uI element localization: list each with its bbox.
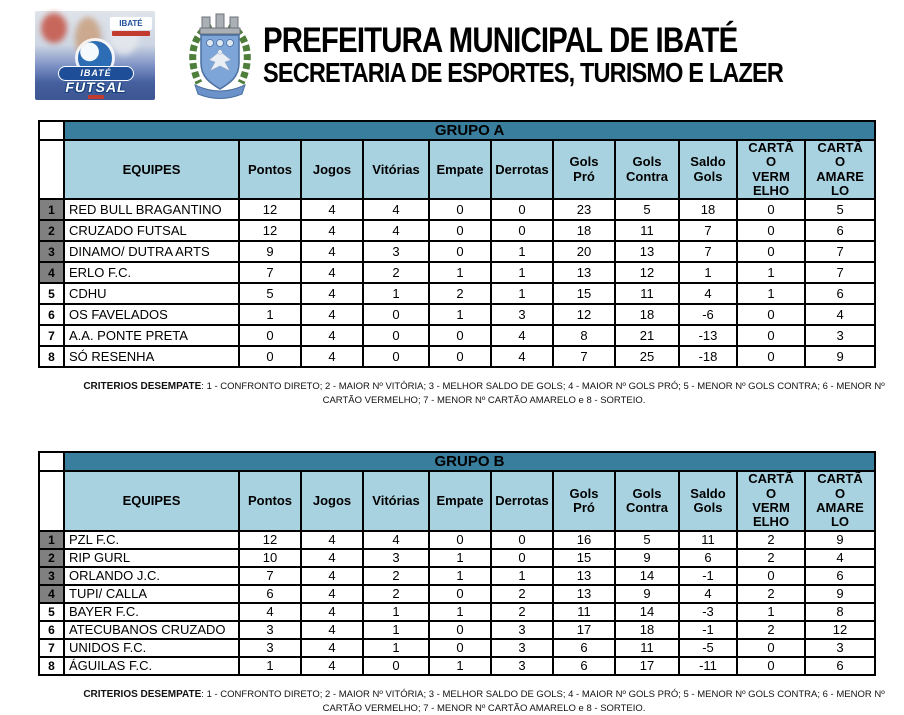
group-title-row <box>39 121 875 140</box>
col-header-gols-contra: Gols Contra <box>615 140 679 199</box>
col-header-equipes: EQUIPES <box>64 471 239 530</box>
group-title: GRUPO B <box>64 452 875 471</box>
stat-cell: 4 <box>301 283 363 304</box>
stat-cell: 6 <box>805 283 875 304</box>
stat-cell: 3 <box>491 639 553 657</box>
stat-cell: 9 <box>805 585 875 603</box>
stat-cell: 3 <box>239 621 301 639</box>
col-header-saldo-gols: Saldo Gols <box>679 471 737 530</box>
stat-cell: 0 <box>239 325 301 346</box>
stat-cell: 12 <box>239 220 301 241</box>
stat-cell: 15 <box>553 549 615 567</box>
table-row <box>39 241 875 262</box>
stat-cell: 5 <box>615 531 679 549</box>
stat-cell: 7 <box>679 241 737 262</box>
stat-cell: -11 <box>679 657 737 675</box>
stat-cell: 0 <box>737 304 805 325</box>
stat-cell: 7 <box>679 220 737 241</box>
stat-cell: 4 <box>301 549 363 567</box>
stat-cell: 1 <box>363 621 429 639</box>
stat-cell: 0 <box>737 657 805 675</box>
rank-cell: 8 <box>39 346 64 367</box>
table-row <box>39 567 875 585</box>
stat-cell: 7 <box>805 241 875 262</box>
stat-cell: 4 <box>301 567 363 585</box>
stat-cell: 1 <box>239 657 301 675</box>
stat-cell: 9 <box>615 585 679 603</box>
stat-cell: 0 <box>491 531 553 549</box>
stat-cell: 0 <box>737 199 805 220</box>
stat-cell: 18 <box>553 220 615 241</box>
stat-cell: 7 <box>239 567 301 585</box>
stat-cell: 1 <box>491 241 553 262</box>
criteria-label: CRITERIOS DESEMPATE <box>83 381 202 393</box>
stat-cell: 4 <box>301 657 363 675</box>
stat-cell: 3 <box>363 549 429 567</box>
stat-cell: 3 <box>491 621 553 639</box>
stat-cell: 2 <box>363 585 429 603</box>
rank-cell: 6 <box>39 304 64 325</box>
team-name-cell: CRUZADO FUTSAL <box>64 220 239 241</box>
criteria-text: : 1 - CONFRONTO DIRETO; 2 - MAIOR Nº VITÓRIA; 3 - MELHOR SALDO DE GOLS; 4 - MAIOR Nº GOLS PRÓ; 5 - MENOR Nº GOLS CONTRA; 6 - MENOR Nº CARTÃO VERMELHO; 7 - MENOR Nº CARTÃO AMARELO e 8 - SORTEIO. <box>201 688 885 714</box>
stat-cell: 0 <box>363 346 429 367</box>
team-name-cell: PZL F.C. <box>64 531 239 549</box>
ibate-futsal-logo <box>35 11 155 100</box>
stat-cell: 4 <box>301 585 363 603</box>
col-header-empate: Empate <box>429 471 491 530</box>
stat-cell: 0 <box>491 220 553 241</box>
stat-cell: 2 <box>491 603 553 621</box>
stat-cell: 14 <box>615 567 679 585</box>
rank-cell: 3 <box>39 241 64 262</box>
team-name-cell: ERLO F.C. <box>64 262 239 283</box>
col-header-pontos: Pontos <box>239 471 301 530</box>
stat-cell: 9 <box>805 531 875 549</box>
table-row <box>39 531 875 549</box>
stat-cell: 7 <box>805 262 875 283</box>
stat-cell: 0 <box>363 304 429 325</box>
stat-cell: -18 <box>679 346 737 367</box>
stat-cell: 4 <box>805 549 875 567</box>
page-title-line1: PREFEITURA MUNICIPAL DE IBATÉ <box>262 20 738 60</box>
stat-cell: 4 <box>301 304 363 325</box>
rank-cell: 4 <box>39 262 64 283</box>
col-header-cartao-vermelho: CARTÃO VERMELHO <box>737 140 805 199</box>
stat-cell: 9 <box>239 241 301 262</box>
stat-cell: 4 <box>301 262 363 283</box>
stat-cell: 0 <box>429 325 491 346</box>
col-header-gols-pro: Gols Pró <box>553 471 615 530</box>
group-title-row <box>39 452 875 471</box>
group-a-section <box>38 120 885 407</box>
tiebreak-criteria-b <box>64 688 904 715</box>
stat-cell: 16 <box>553 531 615 549</box>
col-header-saldo-gols: Saldo Gols <box>679 140 737 199</box>
stat-cell: 11 <box>615 283 679 304</box>
stat-cell: 4 <box>805 304 875 325</box>
stat-cell: 2 <box>363 262 429 283</box>
stat-cell: 15 <box>553 283 615 304</box>
page-header <box>35 8 882 102</box>
stat-cell: 2 <box>363 567 429 585</box>
stat-cell: 2 <box>737 621 805 639</box>
col-header-cartao-amarelo: CARTÃO AMARELO <box>805 140 875 199</box>
team-name-cell: A.A. PONTE PRETA <box>64 325 239 346</box>
stat-cell: 4 <box>301 531 363 549</box>
stat-cell: 4 <box>301 325 363 346</box>
stat-cell: 2 <box>429 283 491 304</box>
stat-cell: 18 <box>615 304 679 325</box>
stat-cell: 1 <box>737 262 805 283</box>
stat-cell: 17 <box>553 621 615 639</box>
team-name-cell: ORLANDO J.C. <box>64 567 239 585</box>
group-b-table <box>38 451 876 675</box>
rank-cell: 7 <box>39 325 64 346</box>
stat-cell: 0 <box>429 585 491 603</box>
col-header-gols-pro: Gols Pró <box>553 140 615 199</box>
stat-cell: 0 <box>429 241 491 262</box>
stat-cell: 12 <box>239 531 301 549</box>
stat-cell: 6 <box>805 567 875 585</box>
table-row <box>39 325 875 346</box>
table-row <box>39 262 875 283</box>
stat-cell: -6 <box>679 304 737 325</box>
stat-cell: 0 <box>491 199 553 220</box>
stat-cell: 1 <box>429 549 491 567</box>
table-row <box>39 304 875 325</box>
stat-cell: 4 <box>679 283 737 304</box>
stat-cell: 2 <box>737 531 805 549</box>
rank-cell: 1 <box>39 199 64 220</box>
stat-cell: 4 <box>301 621 363 639</box>
rank-cell: 4 <box>39 585 64 603</box>
rank-cell: 1 <box>39 531 64 549</box>
column-header-row <box>39 471 875 530</box>
stat-cell: 13 <box>553 585 615 603</box>
stat-cell: 1 <box>429 603 491 621</box>
team-name-cell: TUPI/ CALLA <box>64 585 239 603</box>
stat-cell: 25 <box>615 346 679 367</box>
stat-cell: 4 <box>301 199 363 220</box>
stat-cell: 8 <box>805 603 875 621</box>
stat-cell: 0 <box>491 549 553 567</box>
stat-cell: 23 <box>553 199 615 220</box>
stat-cell: 11 <box>615 639 679 657</box>
team-name-cell: RED BULL BRAGANTINO <box>64 199 239 220</box>
logo-photo-player-red <box>41 13 67 43</box>
stat-cell: 4 <box>363 220 429 241</box>
stat-cell: 12 <box>805 621 875 639</box>
stat-cell: 7 <box>553 346 615 367</box>
stat-cell: 1 <box>239 304 301 325</box>
col-header-cartao-vermelho: CARTÃO VERMELHO <box>737 471 805 530</box>
logo-badge-word: IBATÉ <box>59 67 133 80</box>
stat-cell: 4 <box>491 346 553 367</box>
criteria-label: CRITERIOS DESEMPATE <box>83 688 202 700</box>
stat-cell: 5 <box>239 283 301 304</box>
col-header-vitorias: Vitórias <box>363 140 429 199</box>
stat-cell: 3 <box>239 639 301 657</box>
stat-cell: 4 <box>679 585 737 603</box>
col-header-derrotas: Derrotas <box>491 471 553 530</box>
page-title <box>262 20 882 88</box>
logo-corner-red-strip <box>112 31 150 36</box>
stat-cell: 1 <box>491 283 553 304</box>
stat-cell: 4 <box>363 199 429 220</box>
team-name-cell: RIP GURL <box>64 549 239 567</box>
team-name-cell: UNIDOS F.C. <box>64 639 239 657</box>
stat-cell: 4 <box>301 241 363 262</box>
stat-cell: 0 <box>737 346 805 367</box>
stat-cell: 0 <box>429 199 491 220</box>
col-header-empate: Empate <box>429 140 491 199</box>
team-name-cell: OS FAVELADOS <box>64 304 239 325</box>
stat-cell: 1 <box>429 657 491 675</box>
ibate-coat-of-arms-icon <box>183 9 257 101</box>
stat-cell: 9 <box>805 346 875 367</box>
table-row <box>39 639 875 657</box>
stat-cell: 18 <box>679 199 737 220</box>
stat-cell: -13 <box>679 325 737 346</box>
stat-cell: 11 <box>679 531 737 549</box>
table-row <box>39 585 875 603</box>
rank-cell: 5 <box>39 283 64 304</box>
team-name-cell: ÁGUILAS F.C. <box>64 657 239 675</box>
stat-cell: 21 <box>615 325 679 346</box>
stat-cell: -1 <box>679 567 737 585</box>
stat-cell: 8 <box>553 325 615 346</box>
stat-cell: 4 <box>239 603 301 621</box>
stat-cell: 0 <box>737 567 805 585</box>
table-row <box>39 657 875 675</box>
stat-cell: 6 <box>553 639 615 657</box>
team-name-cell: ATECUBANOS CRUZADO <box>64 621 239 639</box>
rank-cell: 2 <box>39 549 64 567</box>
col-header-vitorias: Vitórias <box>363 471 429 530</box>
stat-cell: 2 <box>737 549 805 567</box>
stat-cell: 5 <box>615 199 679 220</box>
stat-cell: -3 <box>679 603 737 621</box>
table-row <box>39 283 875 304</box>
page-title-line2: SECRETARIA DE ESPORTES, TURISMO E LAZER <box>262 56 783 88</box>
rank-cell: 3 <box>39 567 64 585</box>
ghost-cell <box>39 452 64 471</box>
team-name-cell: CDHU <box>64 283 239 304</box>
stat-cell: 1 <box>429 304 491 325</box>
logo-year-strip <box>88 95 104 99</box>
stat-cell: 0 <box>737 325 805 346</box>
col-header-gols-contra: Gols Contra <box>615 471 679 530</box>
stat-cell: 9 <box>615 549 679 567</box>
stat-cell: 0 <box>363 325 429 346</box>
rank-cell: 8 <box>39 657 64 675</box>
ghost-cell <box>39 471 64 530</box>
stat-cell: 6 <box>679 549 737 567</box>
stat-cell: 0 <box>429 220 491 241</box>
stat-cell: 0 <box>429 639 491 657</box>
stat-cell: 6 <box>553 657 615 675</box>
table-row <box>39 603 875 621</box>
stat-cell: 0 <box>429 621 491 639</box>
stat-cell: -5 <box>679 639 737 657</box>
logo-futsal-word: FUTSAL <box>65 78 127 95</box>
stat-cell: 3 <box>491 657 553 675</box>
stat-cell: 0 <box>239 346 301 367</box>
stat-cell: 0 <box>737 639 805 657</box>
rank-cell: 7 <box>39 639 64 657</box>
ghost-cell <box>39 140 64 199</box>
stat-cell: 13 <box>553 567 615 585</box>
col-header-derrotas: Derrotas <box>491 140 553 199</box>
stat-cell: 12 <box>553 304 615 325</box>
stat-cell: 2 <box>737 585 805 603</box>
stat-cell: 18 <box>615 621 679 639</box>
stat-cell: 1 <box>737 283 805 304</box>
rank-cell: 5 <box>39 603 64 621</box>
stat-cell: 11 <box>553 603 615 621</box>
stat-cell: 0 <box>363 657 429 675</box>
stat-cell: 1 <box>363 639 429 657</box>
col-header-jogos: Jogos <box>301 140 363 199</box>
stat-cell: 0 <box>737 220 805 241</box>
stat-cell: 7 <box>239 262 301 283</box>
stat-cell: 3 <box>805 325 875 346</box>
stat-cell: 20 <box>553 241 615 262</box>
stat-cell: 4 <box>301 346 363 367</box>
stat-cell: 1 <box>429 567 491 585</box>
col-header-jogos: Jogos <box>301 471 363 530</box>
col-header-equipes: EQUIPES <box>64 140 239 199</box>
stat-cell: 1 <box>679 262 737 283</box>
stat-cell: 13 <box>553 262 615 283</box>
stat-cell: 1 <box>363 603 429 621</box>
column-header-row <box>39 140 875 199</box>
group-b-section <box>38 451 885 714</box>
ghost-cell <box>39 121 64 140</box>
stat-cell: 6 <box>805 220 875 241</box>
stat-cell: 4 <box>491 325 553 346</box>
group-title: GRUPO A <box>64 121 875 140</box>
stat-cell: 4 <box>363 531 429 549</box>
stat-cell: 0 <box>429 346 491 367</box>
tiebreak-criteria-a <box>64 380 904 407</box>
stat-cell: 6 <box>239 585 301 603</box>
stat-cell: 11 <box>615 220 679 241</box>
logo-corner-tag: IBATÉ <box>110 17 152 30</box>
col-header-pontos: Pontos <box>239 140 301 199</box>
team-name-cell: SÓ RESENHA <box>64 346 239 367</box>
stat-cell: 12 <box>615 262 679 283</box>
stat-cell: 4 <box>301 603 363 621</box>
table-row <box>39 220 875 241</box>
stat-cell: 3 <box>491 304 553 325</box>
stat-cell: 2 <box>491 585 553 603</box>
table-row <box>39 549 875 567</box>
rank-cell: 6 <box>39 621 64 639</box>
stat-cell: 1 <box>737 603 805 621</box>
stat-cell: 0 <box>429 531 491 549</box>
col-header-cartao-amarelo: CARTÃO AMARELO <box>805 471 875 530</box>
stat-cell: 1 <box>429 262 491 283</box>
stat-cell: 1 <box>363 283 429 304</box>
stat-cell: 3 <box>805 639 875 657</box>
stat-cell: 17 <box>615 657 679 675</box>
stat-cell: 0 <box>737 241 805 262</box>
stat-cell: 1 <box>491 567 553 585</box>
stat-cell: 12 <box>239 199 301 220</box>
stat-cell: 4 <box>301 639 363 657</box>
stat-cell: 14 <box>615 603 679 621</box>
criteria-text: : 1 - CONFRONTO DIRETO; 2 - MAIOR Nº VITÓRIA; 3 - MELHOR SALDO DE GOLS; 4 - MAIOR Nº GOLS PRÓ; 5 - MENOR Nº GOLS CONTRA; 6 - MENOR Nº CARTÃO VERMELHO; 7 - MENOR Nº CARTÃO AMARELO e 8 - SORTEIO. <box>201 381 885 407</box>
stat-cell: 6 <box>805 657 875 675</box>
group-a-table <box>38 120 876 368</box>
table-row <box>39 199 875 220</box>
team-name-cell: DINAMO/ DUTRA ARTS <box>64 241 239 262</box>
stat-cell: 13 <box>615 241 679 262</box>
stat-cell: -1 <box>679 621 737 639</box>
stat-cell: 4 <box>301 220 363 241</box>
rank-cell: 2 <box>39 220 64 241</box>
stat-cell: 1 <box>491 262 553 283</box>
stat-cell: 5 <box>805 199 875 220</box>
stat-cell: 10 <box>239 549 301 567</box>
table-row <box>39 346 875 367</box>
team-name-cell: BAYER F.C. <box>64 603 239 621</box>
table-row <box>39 621 875 639</box>
stat-cell: 3 <box>363 241 429 262</box>
